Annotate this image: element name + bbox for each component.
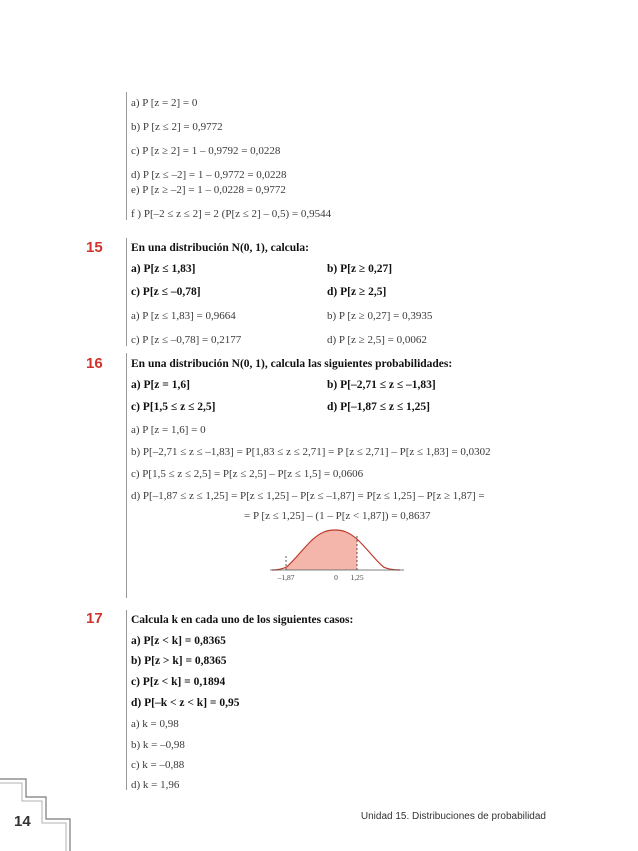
exercise-16-question-b: b) P[–2,71 ≤ z ≤ –1,83] [327, 379, 436, 391]
exercise-17-question-d: d) P[–k < z < k] = 0,95 [131, 697, 240, 709]
page-corner-steps [0, 775, 72, 851]
exercise-15-answer-b: b) P [z ≥ 0,27] = 0,3935 [327, 310, 433, 322]
exercise-16-question-c: c) P[1,5 ≤ z ≤ 2,5] [131, 401, 216, 413]
label-minus-187: –1,87 [277, 573, 295, 582]
exercise-16-answer-c: c) P[1,5 ≤ z ≤ 2,5] = P[z ≤ 2,5] – P[z ≤ 1,5] = 0,0606 [131, 468, 364, 480]
exercise-15-question-a: a) P[z ≤ 1,83] [131, 263, 196, 275]
page-number: 14 [14, 813, 31, 830]
margin-line-top [126, 92, 127, 220]
margin-line-ex15 [126, 238, 127, 346]
exercise-15-answer-a: a) P [z ≤ 1,83] = 0,9664 [131, 310, 236, 322]
exercise-16-question-a: a) P[z = 1,6] [131, 379, 190, 391]
exercise-17-question-a: a) P[z < k] = 0,8365 [131, 635, 226, 647]
exercise-15-answer-c: c) P [z ≤ –0,78] = 0,2177 [131, 334, 242, 346]
exercise-number-17: 17 [86, 610, 103, 627]
exercise-15-answer-d: d) P [z ≥ 2,5] = 0,0062 [327, 334, 427, 346]
exercise-17-question-c: c) P[z < k] = 0,1894 [131, 676, 226, 688]
exercise-17-answer-a: a) k = 0,98 [131, 718, 179, 730]
exercise-17-answer-d: d) k = 1,96 [131, 779, 180, 791]
answer-14a: a) P [z = 2] = 0 [131, 97, 198, 109]
margin-line-ex17 [126, 610, 127, 790]
exercise-16-answer-b: b) P[–2,71 ≤ z ≤ –1,83] = P[1,83 ≤ z ≤ 2,71] = P [z ≤ 2,71] – P[z ≤ 1,83] = 0,0302 [131, 446, 491, 458]
exercise-16-answer-d-line2: = P [z ≤ 1,25] – (1 – P[z < 1,87]) = 0,8637 [244, 510, 431, 522]
exercise-number-16: 16 [86, 355, 103, 372]
exercise-17-question-b: b) P[z > k] = 0,8365 [131, 655, 227, 667]
label-zero: 0 [334, 573, 338, 582]
exercise-16-question-d: d) P[–1,87 ≤ z ≤ 1,25] [327, 401, 431, 413]
margin-line-ex16 [126, 353, 127, 598]
exercise-15-statement: En una distribución N(0, 1), calcula: [131, 242, 309, 254]
exercise-16-answer-d-line1: d) P[–1,87 ≤ z ≤ 1,25] = P[z ≤ 1,25] – P[z ≤ –1,87] = P[z ≤ 1,25] – P[z ≥ 1,87] = [131, 490, 485, 502]
answer-14d: d) P [z ≤ –2] = 1 – 0,9772 = 0,0228 [131, 169, 287, 181]
unit-title: Unidad 15. Distribuciones de probabilidad [360, 811, 546, 822]
exercise-17-statement: Calcula k en cada uno de los siguientes casos: [131, 614, 354, 626]
answer-14c: c) P [z ≥ 2] = 1 – 0,9792 = 0,0228 [131, 145, 281, 157]
exercise-15-question-d: d) P[z ≥ 2,5] [327, 286, 387, 298]
exercise-16-statement: En una distribución N(0, 1), calcula las siguientes probabilidades: [131, 358, 453, 370]
answer-14b: b) P [z ≤ 2] = 0,9772 [131, 121, 223, 133]
normal-curve-graph [270, 526, 410, 584]
shaded-area [286, 530, 357, 570]
exercise-15-question-b: b) P[z ≥ 0,27] [327, 263, 393, 275]
exercise-16-answer-a: a) P [z = 1,6] = 0 [131, 424, 206, 436]
answer-14e: e) P [z ≥ –2] = 1 – 0,0228 = 0,9772 [131, 184, 286, 196]
exercise-17-answer-c: c) k = –0,88 [131, 759, 185, 771]
exercise-number-15: 15 [86, 239, 103, 256]
label-125: 1,25 [350, 573, 364, 582]
exercise-15-question-c: c) P[z ≤ –0,78] [131, 286, 201, 298]
answer-14f: f ) P[–2 ≤ z ≤ 2] = 2 (P[z ≤ 2] – 0,5) = 0,9544 [131, 208, 332, 220]
exercise-17-answer-b: b) k = –0,98 [131, 739, 185, 751]
